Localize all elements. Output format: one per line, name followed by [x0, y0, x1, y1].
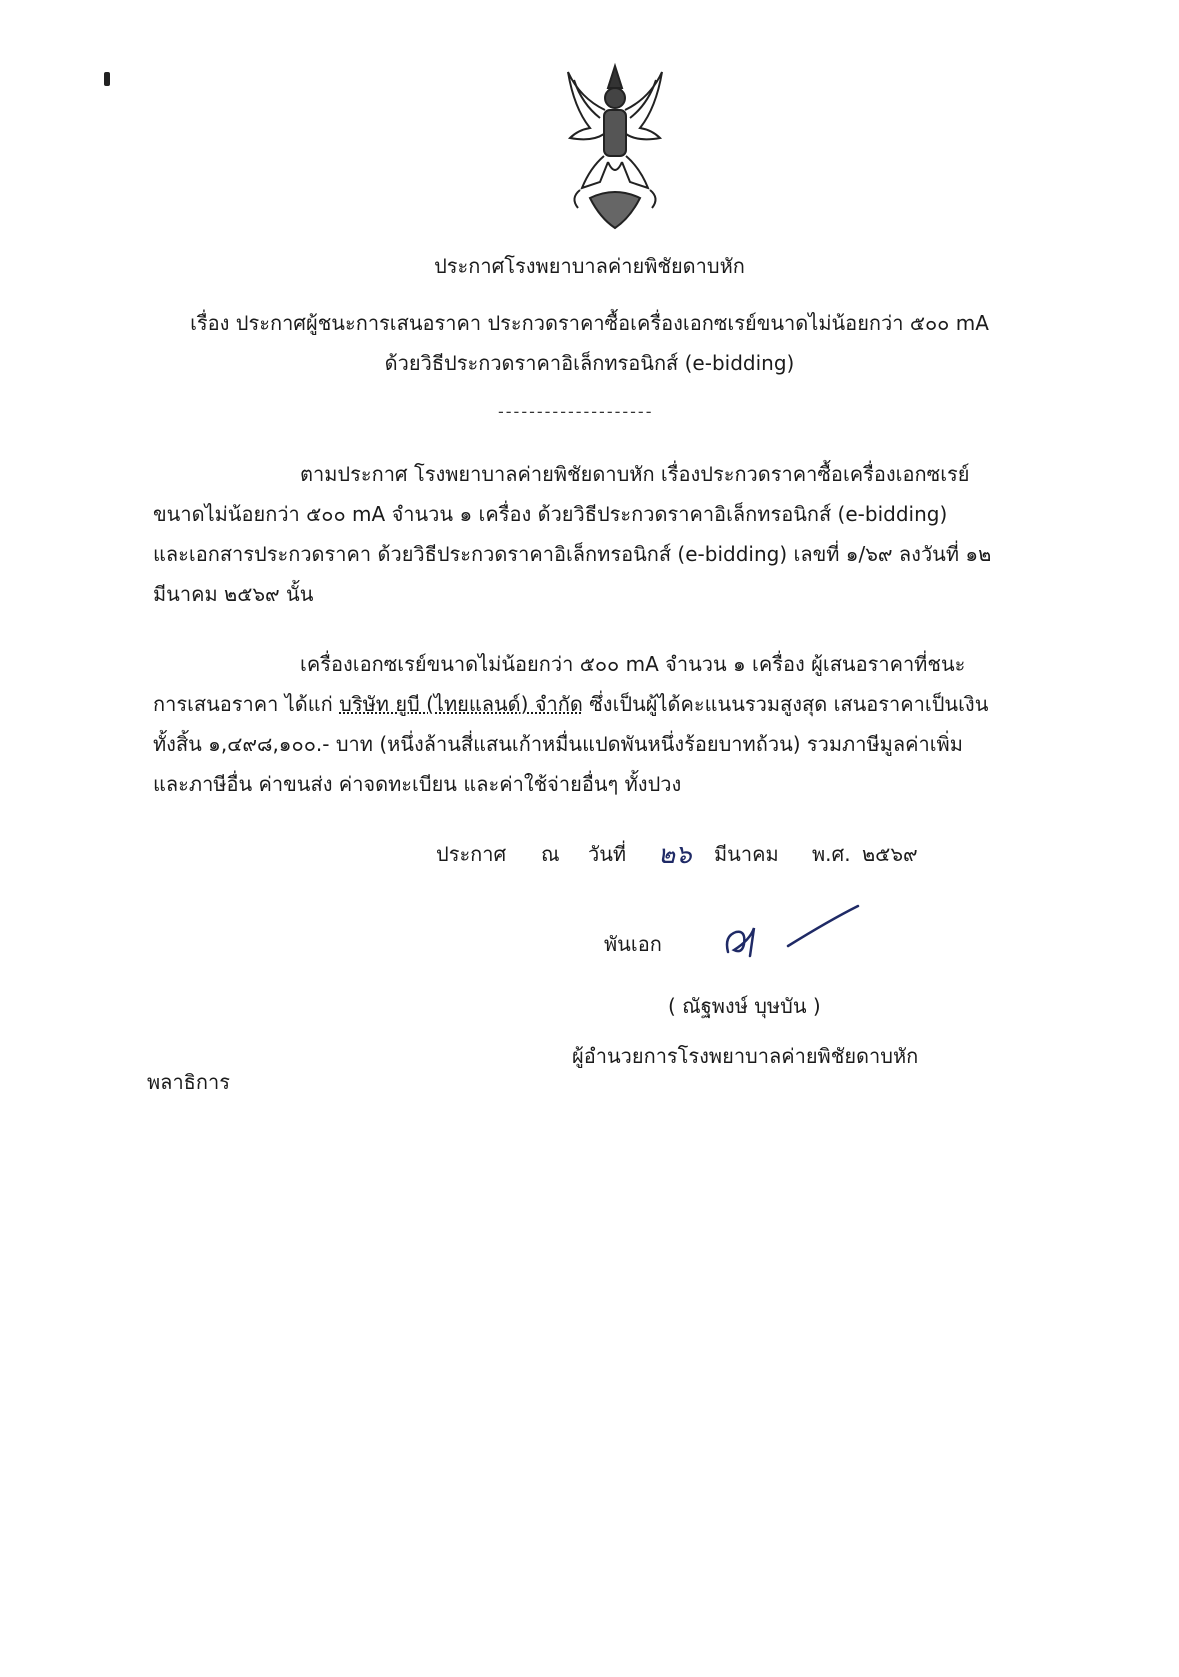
dateline-year: ๒๕๖๙: [862, 842, 918, 866]
paragraph-2-line: และภาษีอื่น ค่าขนส่ง ค่าจดทะเบียน และค่าใช้จ่ายอื่นๆ ทั้งปวง: [153, 772, 682, 796]
paragraph-1-line: ตามประกาศ โรงพยาบาลค่ายพิชัยดาบหัก เรื่องประกวดราคาซื้อเครื่องเอกซเรย์: [300, 462, 970, 486]
paragraph-1-line: และเอกสารประกวดราคา ด้วยวิธีประกวดราคาอิเล็กทรอนิกส์ (e-bidding) เลขที่ ๑/๖๙ ลงวันที่ ๑๒: [153, 542, 992, 566]
dateline-day-label: วันที่: [588, 842, 627, 866]
subject-line: เรื่อง ประกาศผู้ชนะการเสนอราคา ประกวดราคาซื้อเครื่องเอกซเรย์ขนาดไม่น้อยกว่า ๕๐๐ mA: [190, 311, 989, 335]
handwritten-signature-icon: [720, 900, 870, 970]
signer-position: ผู้อำนวยการโรงพยาบาลค่ายพิชัยดาบหัก: [572, 1044, 919, 1068]
separator: --------------------: [498, 402, 654, 421]
garuda-emblem-icon: [560, 58, 670, 234]
paragraph-1-line: มีนาคม ๒๕๖๙ นั้น: [153, 582, 314, 606]
dateline-era: พ.ศ.: [812, 842, 851, 866]
dateline-at: ณ: [541, 842, 560, 866]
winner-company: บริษัท ยูบี (ไทยแลนด์) จำกัด: [339, 692, 583, 716]
dateline-announce: ประกาศ: [436, 842, 507, 866]
typist-note: พลาธิการ: [147, 1070, 230, 1094]
winner-suffix: ซึ่งเป็นผู้ได้คะแนนรวมสูงสุด เสนอราคาเป็นเงิน: [582, 692, 989, 716]
dateline-month: มีนาคม: [714, 842, 779, 866]
signer-name: ( ณัฐพงษ์ บุษบัน ): [668, 994, 821, 1018]
scan-mark: [104, 72, 110, 86]
paragraph-2-line: [153, 688, 988, 720]
subject-line-2: ด้วยวิธีประกวดราคาอิเล็กทรอนิกส์ (e-bidding): [384, 351, 795, 375]
signer-rank: พันเอก: [604, 932, 662, 956]
paragraph-2-line: ทั้งสิ้น ๑,๔๙๘,๑๐๐.- บาท (หนึ่งล้านสี่แสนเก้าหมื่นแปดพันหนึ่งร้อยบาทถ้วน) รวมภาษีมูลค่าเพิ่ม: [153, 732, 963, 756]
paragraph-1-line: ขนาดไม่น้อยกว่า ๕๐๐ mA จำนวน ๑ เครื่อง ด้วยวิธีประกวดราคาอิเล็กทรอนิกส์ (e-bidding): [153, 502, 948, 526]
dateline-day: ๒๖: [658, 840, 692, 870]
paragraph-2-line: เครื่องเอกซเรย์ขนาดไม่น้อยกว่า ๕๐๐ mA จำนวน ๑ เครื่อง ผู้เสนอราคาที่ชนะ: [300, 652, 966, 676]
winner-prefix: การเสนอราคา ได้แก่: [153, 692, 340, 716]
document-title: ประกาศโรงพยาบาลค่ายพิชัยดาบหัก: [434, 254, 745, 278]
